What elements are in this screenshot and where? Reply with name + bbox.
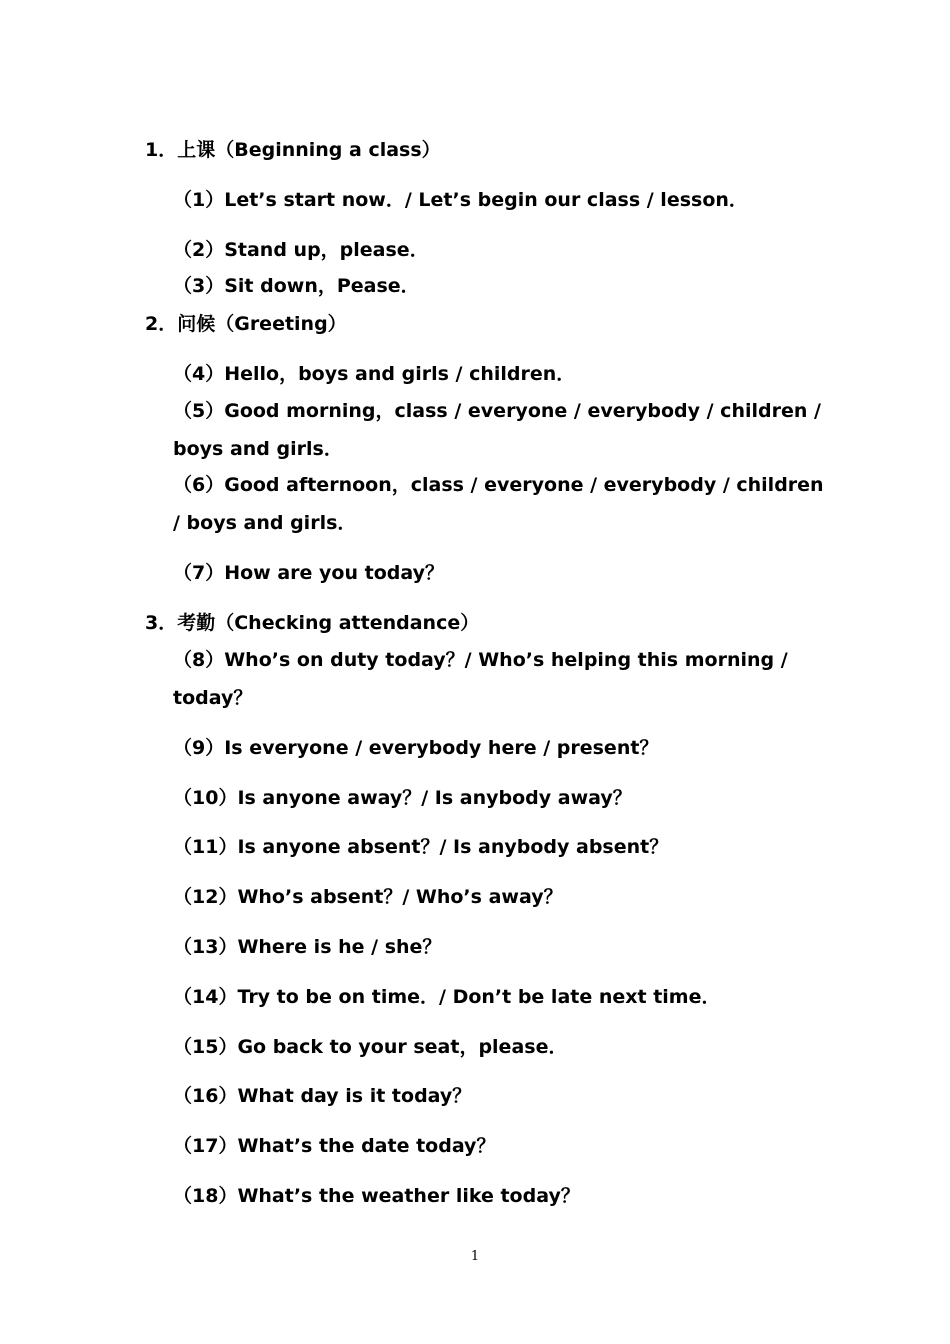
section-heading-greeting: 2．问候（Greeting） [145,313,347,335]
phrase-line: （5）Good morning，class / everyone / everybody / children / [173,400,821,422]
phrase-line: （6）Good afternoon，class / everyone / everybody / children [173,474,824,496]
phrase-line: （14）Try to be on time．/ Don’t be late next time． [173,986,721,1008]
phrase-line: / boys and girls． [173,512,357,534]
phrase-line: （10）Is anyone away？/ Is anybody away？ [173,787,632,809]
phrase-line: （8）Who’s on duty today？/ Who’s helping this morning / [173,649,788,671]
phrase-line: （15）Go back to your seat，please． [173,1036,568,1058]
phrase-line: （9）Is everyone / everybody here / present？ [173,737,659,759]
phrase-line: （17）What’s the date today？ [173,1135,496,1157]
section-heading-beginning-class: 1．上课（Beginning a class） [145,139,441,161]
phrase-line: （2）Stand up，please． [173,239,429,261]
phrase-line: （16）What day is it today？ [173,1085,472,1107]
section-heading-checking-attendance: 3．考勤（Checking attendance） [145,612,480,634]
phrase-line: （3）Sit down，Pease． [173,275,420,297]
phrase-line: （1）Let’s start now．/ Let’s begin our class / lesson． [173,189,748,211]
phrase-line: （18）What’s the weather like today？ [173,1185,580,1207]
phrase-line: （11）Is anyone absent？/ Is anybody absent？ [173,836,669,858]
phrase-line: （13）Where is he / she？ [173,936,442,958]
phrase-line: （7）How are you today？ [173,562,444,584]
phrase-line: today？ [173,687,253,709]
phrase-line: boys and girls． [173,438,343,460]
phrase-line: （4）Hello，boys and girls / children． [173,363,576,385]
page-number: 1 [470,1249,480,1264]
phrase-line: （12）Who’s absent？/ Who’s away？ [173,886,563,908]
